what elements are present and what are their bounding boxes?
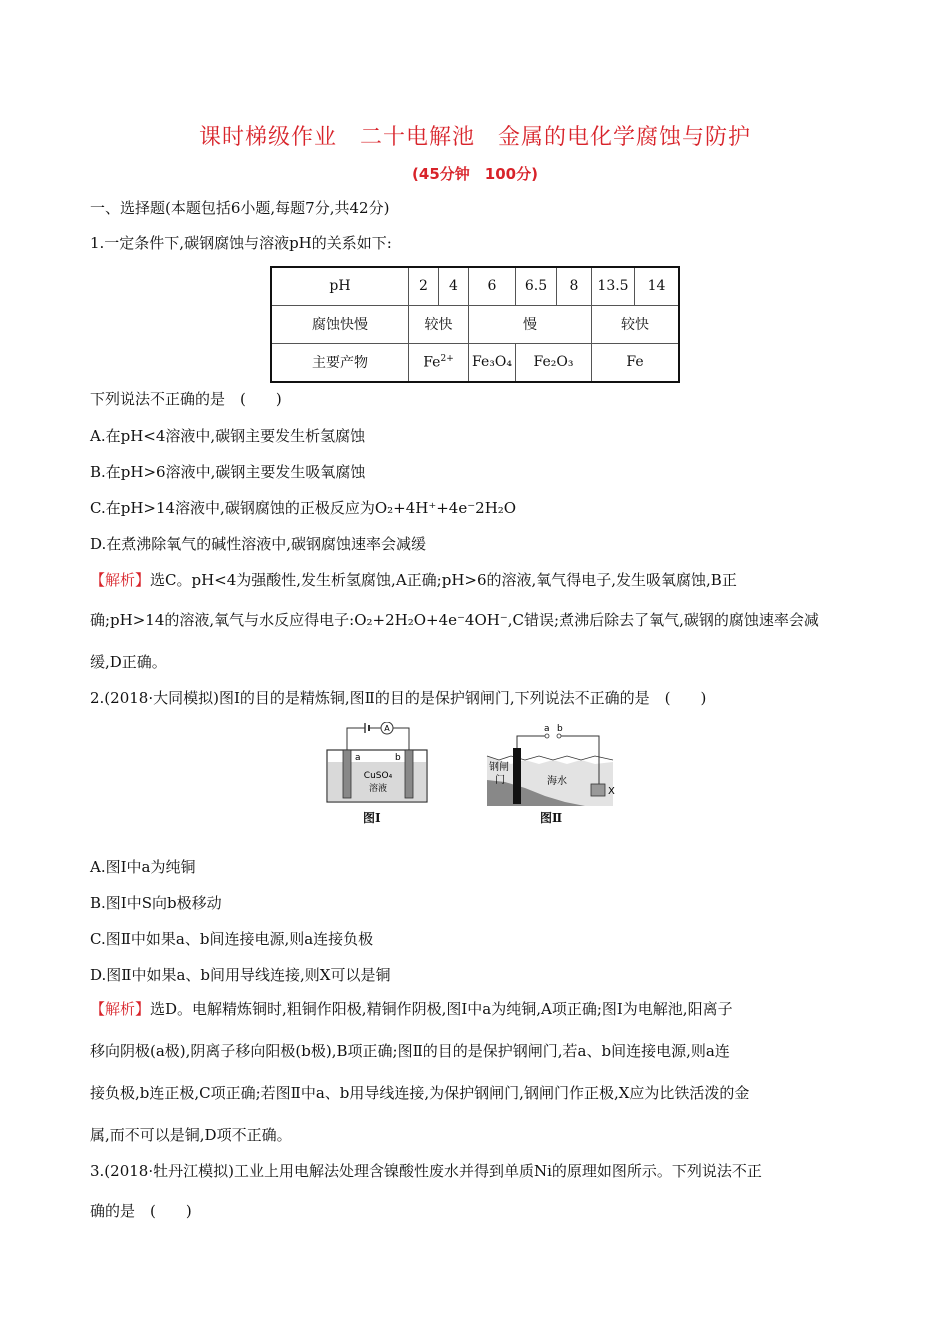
q2-option-a: A.图Ⅰ中a为纯铜 (90, 858, 196, 876)
q2-stem: 2.(2018·大同模拟)图Ⅰ的目的是精炼铜,图Ⅱ的目的是保护钢闸门,下列说法不正确的是 ( ) (90, 689, 707, 707)
analysis-text: 选C。pH<4为强酸性,发生析氢腐蚀,A正确;pH>6的溶液,氧气得电子,发生吸氧腐蚀,B正 (150, 571, 737, 589)
q1-option-a: A.在pH<4溶液中,碳钢主要发生析氢腐蚀 (90, 427, 366, 445)
wire-gate (517, 736, 545, 748)
q2-option-b: B.图Ⅰ中S向b极移动 (90, 894, 222, 912)
water-surface (487, 756, 613, 760)
ph-table (270, 266, 680, 383)
table-cell: 主要产物 (271, 343, 409, 382)
figure-1-electrolysis (325, 722, 435, 804)
table-cell: 8 (557, 267, 592, 305)
q1-analysis-line: 缓,D正确。 (90, 653, 167, 671)
table-cell: pH (271, 267, 409, 305)
q1-option-d: D.在煮沸除氧气的碱性溶液中,碳钢腐蚀速率会减缓 (90, 535, 427, 553)
table-cell (409, 343, 469, 382)
table-cell: 腐蚀快慢 (271, 305, 409, 343)
table-cell: 6 (469, 267, 516, 305)
q2-option-d: D.图Ⅱ中如果a、b间用导线连接,则X可以是铜 (90, 966, 391, 984)
table-cell: 4 (439, 267, 469, 305)
terminal-a (545, 734, 549, 738)
q3-stem-2: 确的是 ( ) (90, 1202, 192, 1220)
gate-label-2: 门 (495, 775, 505, 786)
q2-analysis-line (90, 998, 733, 1019)
table-cell: 6.5 (516, 267, 557, 305)
q2-analysis-line: 移向阴极(a极),阴离子移向阳极(b极),B项正确;图Ⅱ的目的是保护钢闸门,若a、b间连接电源,则a连 (90, 1042, 730, 1060)
gate-label: 钢闸 (489, 762, 509, 773)
q1-option-b: B.在pH>6溶液中,碳钢主要发生吸氧腐蚀 (90, 463, 366, 481)
figure-1-caption: 图Ⅰ (363, 811, 381, 825)
label-b: b (395, 753, 401, 763)
electrode-b (405, 750, 413, 798)
q2-analysis-line: 属,而不可以是铜,D项不正确。 (90, 1126, 292, 1144)
q1-option-c: C.在pH>14溶液中,碳钢腐蚀的正极反应为O₂+4H⁺+4e⁻2H₂O (90, 499, 517, 517)
ammeter-label: A (384, 724, 390, 733)
electrode-a (343, 750, 351, 798)
analysis-label: 【解析】 (90, 571, 151, 589)
metal-x (591, 784, 605, 796)
table-row (271, 267, 679, 305)
terminal-b (557, 734, 561, 738)
solution-label: CuSO₄ (363, 771, 393, 781)
table-cell: 2 (409, 267, 439, 305)
table-cell: Fe (592, 343, 680, 382)
q2-option-c: C.图Ⅱ中如果a、b间连接电源,则a连接负极 (90, 930, 374, 948)
table-cell: 慢 (469, 305, 592, 343)
label-b: b (557, 724, 563, 734)
table-cell: 较快 (409, 305, 469, 343)
label-a: a (355, 753, 361, 763)
table-cell: 14 (635, 267, 680, 305)
fe-ion: Fe (423, 354, 441, 371)
solution-label-2: 溶液 (368, 784, 388, 794)
table-cell: 较快 (592, 305, 680, 343)
table-cell: Fe₃O₄ (469, 343, 516, 382)
figure-2-protection (485, 722, 625, 808)
section-heading: 一、选择题(本题包括6小题,每题7分,共42分) (90, 199, 390, 217)
q1-stem: 1.一定条件下,碳钢腐蚀与溶液pH的关系如下: (90, 234, 392, 252)
label-a: a (544, 724, 550, 734)
q2-analysis-line: 接负极,b连正极,C项正确;若图Ⅱ中a、b用导线连接,为保护钢闸门,钢闸门作正极,X应为比铁活泼的金 (90, 1084, 750, 1102)
page-title: 课时梯级作业 二十电解池 金属的电化学腐蚀与防护 (198, 125, 751, 150)
x-label: X (608, 786, 615, 797)
table-row (271, 343, 679, 382)
fe-ion-charge: 2+ (440, 353, 454, 364)
table-cell: Fe₂O₃ (516, 343, 592, 382)
q3-stem: 3.(2018·牡丹江模拟)工业上用电解法处理含镍酸性废水并得到单质Ni的原理如图所示。下列说法不正 (90, 1162, 762, 1180)
steel-gate (513, 748, 521, 804)
q1-analysis-line (90, 569, 737, 590)
table-row (271, 305, 679, 343)
figure-2-caption: 图Ⅱ (540, 811, 563, 825)
table-cell: 13.5 (592, 267, 635, 305)
q1-analysis-line: 确;pH>14的溶液,氧气与水反应得电子:O₂+2H₂O+4e⁻4OH⁻,C错误;煮沸后除去了氧气,碳钢的腐蚀速率会减 (90, 611, 819, 629)
page-subtitle: (45分钟 100分) (412, 165, 538, 183)
analysis-label: 【解析】 (90, 1000, 151, 1018)
sea-label: 海水 (547, 776, 567, 787)
q1-prompt: 下列说法不正确的是 ( ) (90, 390, 282, 408)
analysis-text: 选D。电解精炼铜时,粗铜作阳极,精铜作阴极,图Ⅰ中a为纯铜,A项正确;图Ⅰ为电解池,阳离子 (150, 1000, 733, 1018)
